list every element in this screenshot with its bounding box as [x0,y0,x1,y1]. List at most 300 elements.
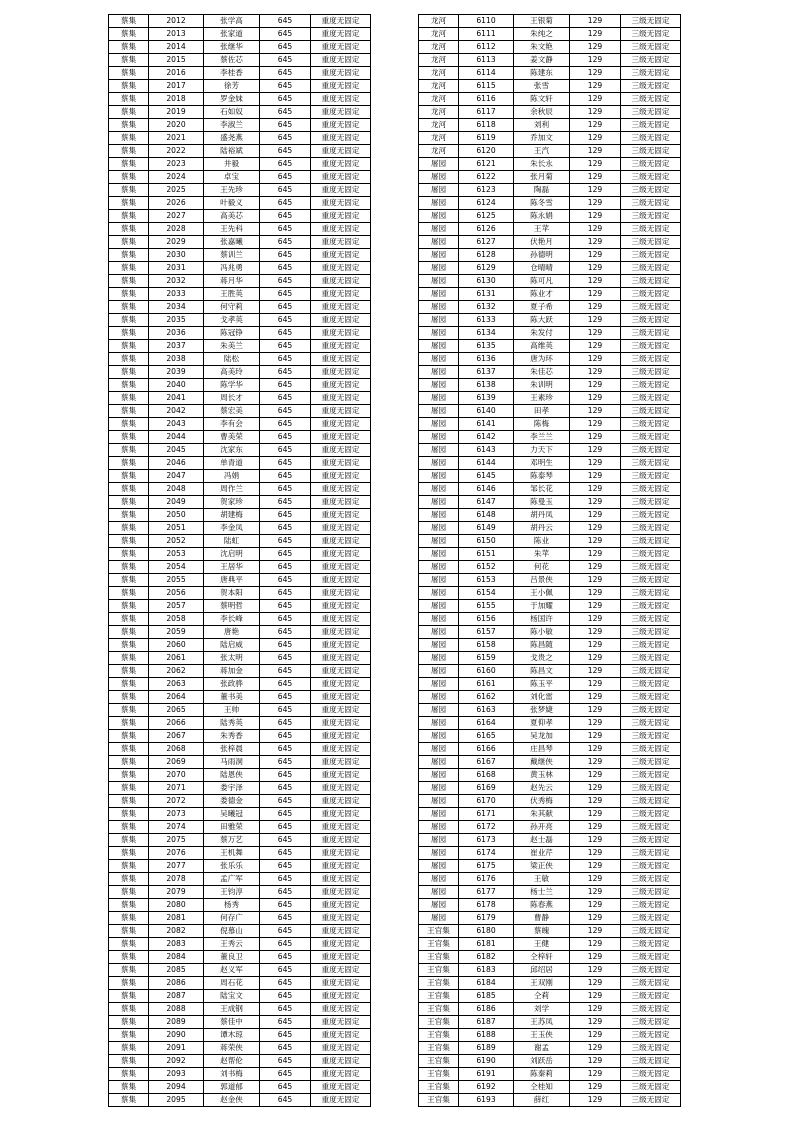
number-cell: 6137 [459,366,514,379]
table-row [419,457,681,470]
name-cell: 力天下 [514,444,570,457]
number-cell: 2044 [149,431,204,444]
area-cell: 蔡集 [109,236,149,249]
name-cell: 陈泰琴 [514,470,570,483]
table-row [109,470,371,483]
name-cell: 赵先云 [514,782,570,795]
number-cell: 2019 [149,106,204,119]
name-cell: 李金凤 [204,522,260,535]
name-cell: 仝莉 [514,990,570,1003]
name-cell: 杨士兰 [514,886,570,899]
number-cell: 6158 [459,639,514,652]
amount-cell: 645 [260,470,311,483]
category-cell: 重度无固定 [311,704,371,717]
name-cell: 何花 [514,561,570,574]
area-cell: 蔡集 [109,600,149,613]
name-cell: 陈业才 [514,288,570,301]
amount-cell: 645 [260,795,311,808]
number-cell: 2027 [149,210,204,223]
category-cell: 重度无固定 [311,756,371,769]
area-cell: 蔡集 [109,262,149,275]
amount-cell: 645 [260,288,311,301]
amount-cell: 129 [570,873,621,886]
amount-cell: 129 [570,28,621,41]
name-cell: 高美玲 [204,366,260,379]
table-row [419,1042,681,1055]
amount-cell: 129 [570,665,621,678]
table-row [109,80,371,93]
left-table [108,14,371,1107]
number-cell: 6111 [459,28,514,41]
name-cell: 张乐乐 [204,860,260,873]
name-cell: 周作兰 [204,483,260,496]
table-row [109,496,371,509]
area-cell: 蔡集 [109,561,149,574]
number-cell: 2056 [149,587,204,600]
area-cell: 屠园 [419,496,459,509]
amount-cell: 645 [260,1081,311,1094]
name-cell: 于加耀 [514,600,570,613]
name-cell: 陆松 [204,353,260,366]
number-cell: 2036 [149,327,204,340]
name-cell: 王先科 [204,223,260,236]
amount-cell: 645 [260,639,311,652]
table-row [419,197,681,210]
category-cell: 三级无固定 [621,1055,681,1068]
name-cell: 赵帮伦 [204,1055,260,1068]
category-cell: 重度无固定 [311,1094,371,1107]
category-cell: 重度无固定 [311,1029,371,1042]
amount-cell: 129 [570,912,621,925]
table-row [419,548,681,561]
name-cell: 胡丹凤 [514,509,570,522]
number-cell: 2090 [149,1029,204,1042]
table-row [419,236,681,249]
area-cell: 蔡集 [109,912,149,925]
amount-cell: 645 [260,28,311,41]
number-cell: 6175 [459,860,514,873]
number-cell: 6185 [459,990,514,1003]
category-cell: 三级无固定 [621,704,681,717]
number-cell: 6115 [459,80,514,93]
area-cell: 龙河 [419,93,459,106]
table-row [419,262,681,275]
amount-cell: 645 [260,730,311,743]
category-cell: 重度无固定 [311,67,371,80]
area-cell: 蔡集 [109,145,149,158]
name-cell: 单青道 [204,457,260,470]
category-cell: 重度无固定 [311,509,371,522]
area-cell: 屠园 [419,353,459,366]
table-row [419,470,681,483]
table-row [109,236,371,249]
category-cell: 重度无固定 [311,158,371,171]
name-cell: 何存广 [204,912,260,925]
area-cell: 蔡集 [109,405,149,418]
table-row [419,652,681,665]
category-cell: 重度无固定 [311,652,371,665]
name-cell: 邓明生 [514,457,570,470]
table-row [109,808,371,821]
number-cell: 6135 [459,340,514,353]
table-row [109,1068,371,1081]
number-cell: 6159 [459,652,514,665]
table-row [419,886,681,899]
number-cell: 2012 [149,15,204,28]
amount-cell: 645 [260,379,311,392]
name-cell: 陈春燕 [514,899,570,912]
area-cell: 王官集 [419,1029,459,1042]
category-cell: 重度无固定 [311,912,371,925]
name-cell: 蔡宏美 [204,405,260,418]
area-cell: 屠园 [419,431,459,444]
number-cell: 2083 [149,938,204,951]
category-cell: 重度无固定 [311,1055,371,1068]
category-cell: 三级无固定 [621,288,681,301]
category-cell: 三级无固定 [621,457,681,470]
area-cell: 屠园 [419,249,459,262]
table-row [419,1081,681,1094]
number-cell: 6186 [459,1003,514,1016]
area-cell: 蔡集 [109,509,149,522]
number-cell: 2031 [149,262,204,275]
number-cell: 2054 [149,561,204,574]
area-cell: 屠园 [419,626,459,639]
area-cell: 王官集 [419,1055,459,1068]
table-row [419,288,681,301]
category-cell: 重度无固定 [311,392,371,405]
number-cell: 2092 [149,1055,204,1068]
area-cell: 屠园 [419,834,459,847]
number-cell: 6125 [459,210,514,223]
number-cell: 2040 [149,379,204,392]
number-cell: 2053 [149,548,204,561]
amount-cell: 129 [570,431,621,444]
amount-cell: 645 [260,587,311,600]
area-cell: 屠园 [419,483,459,496]
name-cell: 王汽 [514,145,570,158]
name-cell: 陆恩侠 [204,769,260,782]
left-table-body [109,15,371,1107]
table-row [419,54,681,67]
category-cell: 重度无固定 [311,184,371,197]
amount-cell: 645 [260,106,311,119]
number-cell: 2060 [149,639,204,652]
table-row [419,353,681,366]
number-cell: 6160 [459,665,514,678]
name-cell: 李兰兰 [514,431,570,444]
category-cell: 重度无固定 [311,210,371,223]
category-cell: 重度无固定 [311,990,371,1003]
table-row [419,1055,681,1068]
name-cell: 朱苹 [514,548,570,561]
table-row [109,626,371,639]
table-row [419,756,681,769]
amount-cell: 129 [570,184,621,197]
area-cell: 屠园 [419,769,459,782]
number-cell: 6182 [459,951,514,964]
category-cell: 三级无固定 [621,782,681,795]
table-row [109,288,371,301]
table-row [109,353,371,366]
table-row [419,574,681,587]
number-cell: 2058 [149,613,204,626]
category-cell: 三级无固定 [621,236,681,249]
category-cell: 重度无固定 [311,951,371,964]
name-cell: 朱秀香 [204,730,260,743]
amount-cell: 129 [570,717,621,730]
category-cell: 重度无固定 [311,977,371,990]
number-cell: 2034 [149,301,204,314]
amount-cell: 129 [570,886,621,899]
table-row [419,444,681,457]
amount-cell: 645 [260,951,311,964]
category-cell: 三级无固定 [621,1029,681,1042]
category-cell: 重度无固定 [311,171,371,184]
area-cell: 蔡集 [109,392,149,405]
number-cell: 6192 [459,1081,514,1094]
number-cell: 6124 [459,197,514,210]
number-cell: 6136 [459,353,514,366]
category-cell: 重度无固定 [311,548,371,561]
name-cell: 沈家东 [204,444,260,457]
number-cell: 6172 [459,821,514,834]
area-cell: 屠园 [419,678,459,691]
name-cell: 蔡佐芯 [204,54,260,67]
area-cell: 屠园 [419,704,459,717]
amount-cell: 645 [260,678,311,691]
name-cell: 黄玉林 [514,769,570,782]
amount-cell: 129 [570,1016,621,1029]
category-cell: 三级无固定 [621,392,681,405]
category-cell: 重度无固定 [311,379,371,392]
amount-cell: 645 [260,119,311,132]
table-row [419,275,681,288]
category-cell: 重度无固定 [311,80,371,93]
name-cell: 王机舞 [204,847,260,860]
category-cell: 重度无固定 [311,964,371,977]
name-cell: 陆秀英 [204,717,260,730]
category-cell: 三级无固定 [621,145,681,158]
table-row [109,1016,371,1029]
number-cell: 2014 [149,41,204,54]
number-cell: 2055 [149,574,204,587]
name-cell: 高维英 [514,340,570,353]
amount-cell: 129 [570,80,621,93]
number-cell: 2084 [149,951,204,964]
number-cell: 6165 [459,730,514,743]
area-cell: 屠园 [419,522,459,535]
category-cell: 三级无固定 [621,561,681,574]
category-cell: 重度无固定 [311,119,371,132]
category-cell: 重度无固定 [311,678,371,691]
area-cell: 屠园 [419,262,459,275]
table-row [419,613,681,626]
name-cell: 陈梅 [514,418,570,431]
category-cell: 三级无固定 [621,15,681,28]
category-cell: 重度无固定 [311,197,371,210]
number-cell: 2032 [149,275,204,288]
amount-cell: 129 [570,1042,621,1055]
table-row [419,782,681,795]
number-cell: 6170 [459,795,514,808]
area-cell: 王官集 [419,1042,459,1055]
area-cell: 王官集 [419,1094,459,1107]
amount-cell: 129 [570,1094,621,1107]
area-cell: 蔡集 [109,795,149,808]
name-cell: 蒋月华 [204,275,260,288]
table-row [419,860,681,873]
area-cell: 蔡集 [109,15,149,28]
area-cell: 屠园 [419,444,459,457]
amount-cell: 129 [570,223,621,236]
table-row [109,730,371,743]
amount-cell: 645 [260,717,311,730]
number-cell: 2081 [149,912,204,925]
area-cell: 蔡集 [109,210,149,223]
amount-cell: 645 [260,275,311,288]
category-cell: 重度无固定 [311,54,371,67]
category-cell: 重度无固定 [311,340,371,353]
number-cell: 6140 [459,405,514,418]
table-row [109,41,371,54]
category-cell: 三级无固定 [621,171,681,184]
name-cell: 谢孟 [514,1042,570,1055]
category-cell: 重度无固定 [311,275,371,288]
category-cell: 重度无固定 [311,925,371,938]
number-cell: 6149 [459,522,514,535]
area-cell: 屠园 [419,561,459,574]
category-cell: 重度无固定 [311,899,371,912]
number-cell: 2046 [149,457,204,470]
table-row [109,184,371,197]
category-cell: 三级无固定 [621,834,681,847]
amount-cell: 645 [260,1094,311,1107]
area-cell: 屠园 [419,457,459,470]
area-cell: 蔡集 [109,1081,149,1094]
category-cell: 重度无固定 [311,41,371,54]
number-cell: 6129 [459,262,514,275]
number-cell: 6122 [459,171,514,184]
name-cell: 杨秀 [204,899,260,912]
category-cell: 三级无固定 [621,210,681,223]
amount-cell: 645 [260,80,311,93]
category-cell: 重度无固定 [311,262,371,275]
amount-cell: 129 [570,769,621,782]
area-cell: 屠园 [419,379,459,392]
amount-cell: 129 [570,899,621,912]
area-cell: 蔡集 [109,847,149,860]
area-cell: 屠园 [419,197,459,210]
table-row [419,925,681,938]
area-cell: 蔡集 [109,665,149,678]
name-cell: 王帅 [204,704,260,717]
table-row [419,561,681,574]
category-cell: 三级无固定 [621,743,681,756]
number-cell: 6139 [459,392,514,405]
number-cell: 6150 [459,535,514,548]
amount-cell: 129 [570,1055,621,1068]
name-cell: 朱其献 [514,808,570,821]
name-cell: 陆虹 [204,535,260,548]
number-cell: 2066 [149,717,204,730]
table-row [109,28,371,41]
name-cell: 刘跃岳 [514,1055,570,1068]
category-cell: 三级无固定 [621,574,681,587]
name-cell: 朱文艳 [514,41,570,54]
table-row [419,106,681,119]
name-cell: 陆宝文 [204,990,260,1003]
area-cell: 蔡集 [109,613,149,626]
name-cell: 娄德金 [204,795,260,808]
table-row [419,210,681,223]
amount-cell: 645 [260,41,311,54]
table-row [419,1016,681,1029]
amount-cell: 645 [260,145,311,158]
amount-cell: 129 [570,704,621,717]
name-cell: 王银菊 [514,15,570,28]
area-cell: 蔡集 [109,366,149,379]
number-cell: 6169 [459,782,514,795]
amount-cell: 129 [570,626,621,639]
category-cell: 三级无固定 [621,41,681,54]
area-cell: 王官集 [419,925,459,938]
name-cell: 冯娟 [204,470,260,483]
name-cell: 陆启威 [204,639,260,652]
amount-cell: 129 [570,288,621,301]
area-cell: 蔡集 [109,769,149,782]
category-cell: 三级无固定 [621,483,681,496]
number-cell: 6117 [459,106,514,119]
table-row [419,184,681,197]
number-cell: 6141 [459,418,514,431]
name-cell: 陈小敏 [514,626,570,639]
area-cell: 蔡集 [109,327,149,340]
category-cell: 重度无固定 [311,301,371,314]
amount-cell: 645 [260,821,311,834]
category-cell: 三级无固定 [621,379,681,392]
area-cell: 屠园 [419,548,459,561]
table-row [419,431,681,444]
name-cell: 张梓晨 [204,743,260,756]
number-cell: 6110 [459,15,514,28]
name-cell: 蔡明哲 [204,600,260,613]
area-cell: 屠园 [419,899,459,912]
name-cell: 仝桂知 [514,1081,570,1094]
amount-cell: 645 [260,236,311,249]
category-cell: 三级无固定 [621,964,681,977]
table-row [109,782,371,795]
amount-cell: 645 [260,652,311,665]
area-cell: 屠园 [419,158,459,171]
category-cell: 三级无固定 [621,691,681,704]
number-cell: 6181 [459,938,514,951]
category-cell: 三级无固定 [621,860,681,873]
amount-cell: 129 [570,106,621,119]
table-row [419,730,681,743]
table-row [419,249,681,262]
number-cell: 6166 [459,743,514,756]
amount-cell: 129 [570,1029,621,1042]
number-cell: 2035 [149,314,204,327]
category-cell: 三级无固定 [621,80,681,93]
area-cell: 蔡集 [109,457,149,470]
category-cell: 重度无固定 [311,223,371,236]
number-cell: 6144 [459,457,514,470]
amount-cell: 129 [570,496,621,509]
name-cell: 陈大跃 [514,314,570,327]
table-row [419,366,681,379]
